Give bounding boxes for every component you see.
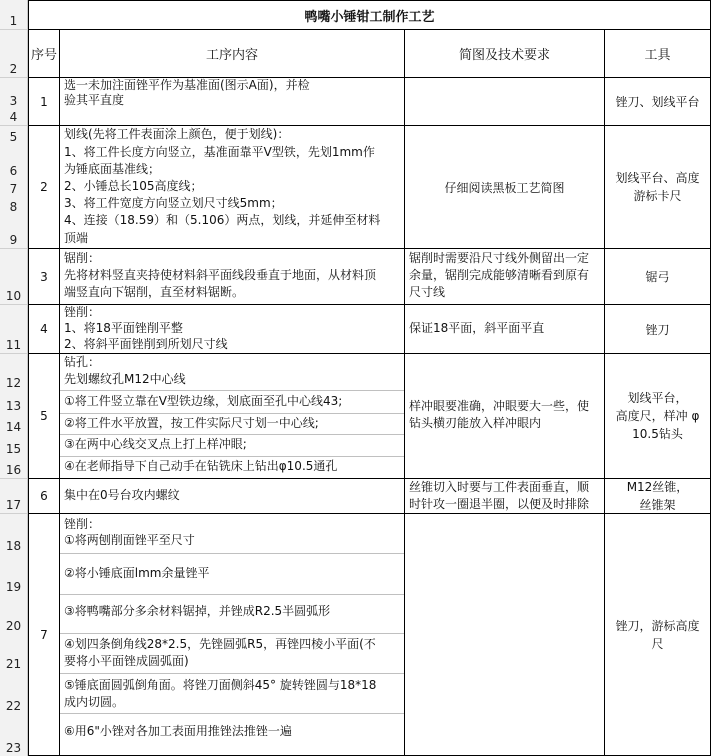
row-number: 9: [9, 233, 18, 247]
row-number: 3: [9, 94, 18, 108]
row-header-6[interactable]: [0, 145, 28, 179]
row-number: 6: [9, 164, 18, 178]
content-line: ③在两中心线交叉点上打上样冲眼;: [64, 437, 247, 451]
step-3-content[interactable]: [59, 248, 405, 305]
req-line: 保证18平面，斜平面平直: [409, 321, 545, 335]
header-seq[interactable]: [28, 29, 60, 78]
req-line: 余量，锯削完成能够清晰看到原有: [409, 268, 590, 282]
row-number: 5: [9, 130, 18, 144]
row-number: 12: [5, 376, 22, 390]
step-4-req[interactable]: [404, 304, 605, 354]
row-header-4[interactable]: [0, 109, 28, 126]
content-line: ⑥用6"小锉对各加工表面用推锉法推锉一遍: [64, 724, 292, 738]
tool-text: 划线平台，: [627, 391, 688, 405]
step-1-seq[interactable]: [28, 77, 60, 126]
row-number: 16: [5, 463, 22, 477]
step-7-req[interactable]: [404, 513, 605, 756]
seq-number: 7: [40, 627, 48, 642]
req-text: 仔细阅读黑板工艺简图: [444, 180, 565, 195]
content-line: 3、将工件宽度方向竖立划尺寸线5mm；: [64, 196, 283, 210]
step-6-req[interactable]: [404, 478, 605, 514]
row-header-2[interactable]: [0, 30, 28, 78]
sub-divider: [60, 434, 404, 435]
step-2-req[interactable]: [404, 125, 605, 249]
row-number: 21: [5, 657, 22, 671]
tool-text: 锯弓: [645, 270, 670, 284]
row-header-20[interactable]: [0, 595, 28, 634]
step-3-seq[interactable]: [28, 248, 60, 305]
seq-number: 3: [40, 269, 48, 284]
header-seq-label: 序号: [30, 48, 57, 63]
row-header-15[interactable]: [0, 435, 28, 457]
req-line: 尺寸线: [409, 285, 446, 299]
row-number: 7: [9, 182, 18, 196]
content-line: 锉削：: [64, 517, 101, 531]
sub-divider: [60, 633, 404, 634]
row-number: 2: [9, 62, 18, 76]
content-line: 顶端: [64, 231, 89, 245]
content-line: 验其平直度: [64, 93, 125, 107]
content-line: 2、小锤总长105高度线；: [64, 179, 203, 193]
row-header-18[interactable]: [0, 514, 28, 554]
title-cell[interactable]: [28, 0, 711, 30]
step-6-tools[interactable]: [604, 478, 711, 514]
tool-text: 锉刀、划线平台: [615, 95, 700, 109]
req-line: 锯削时需要沿尺寸线外侧留出一定: [409, 251, 590, 265]
row-header-10[interactable]: [0, 249, 28, 305]
content-line: 钻孔：: [64, 355, 101, 369]
content-line: 集中在0号台攻内螺纹: [64, 488, 180, 502]
step-2-seq[interactable]: [28, 125, 60, 249]
step-3-tools[interactable]: [604, 248, 711, 305]
row-header-13[interactable]: [0, 391, 28, 414]
tool-text: 10.5钻头: [632, 427, 683, 441]
step-2-tools[interactable]: [604, 125, 711, 249]
step-4-tools[interactable]: [604, 304, 711, 354]
row-header-5[interactable]: [0, 126, 28, 145]
seq-number: 1: [40, 94, 48, 109]
row-header-3[interactable]: [0, 78, 28, 109]
row-header-9[interactable]: [0, 215, 28, 249]
row-number: 19: [5, 580, 22, 594]
header-content[interactable]: [59, 29, 405, 78]
step-3-req[interactable]: [404, 248, 605, 305]
row-header-21[interactable]: [0, 634, 28, 672]
content-line: ②将小锤底面lmm余量锉平: [64, 566, 210, 580]
step-1-tools[interactable]: [604, 77, 711, 126]
header-tools[interactable]: [604, 29, 711, 78]
sub-divider: [60, 673, 404, 674]
row-number: 20: [5, 619, 22, 633]
seq-number: 6: [40, 489, 48, 503]
tool-text: 丝锥架: [639, 498, 676, 512]
tool-text: 锉刀: [645, 322, 670, 337]
content-line: 4、连接（18.59）和（5.106）两点，划线，并延伸至材料: [64, 213, 381, 227]
tool-text: 划线平台、高度: [615, 171, 700, 185]
step-5-req[interactable]: [404, 353, 605, 479]
content-line: 成内切圆。: [64, 695, 125, 709]
row-header-8[interactable]: [0, 197, 28, 215]
seq-number: 5: [40, 409, 48, 423]
tool-text: 高度尺，样冲 φ: [615, 409, 700, 423]
content-line: 划线(先将工件表面涂上颜色，便于划线)：: [64, 127, 290, 141]
row-number: 22: [5, 699, 22, 713]
row-number: 23: [5, 741, 22, 755]
content-line: 2、将斜平面锉削到所划尺寸线: [64, 337, 228, 351]
row-number: 11: [5, 338, 22, 352]
sub-divider: [60, 390, 404, 391]
step-7-seq[interactable]: [28, 513, 60, 756]
header-req-label: 简图及技术要求: [458, 48, 550, 63]
step-5-content[interactable]: [59, 353, 405, 479]
step-5-seq[interactable]: [28, 353, 60, 479]
row-number: 1: [9, 14, 18, 28]
header-req[interactable]: [404, 29, 605, 78]
row-header-14[interactable]: [0, 414, 28, 435]
step-4-seq[interactable]: [28, 304, 60, 354]
sub-divider: [60, 713, 404, 714]
row-number: 18: [5, 539, 22, 553]
content-line: 1、将工件长度方向竖立，基准面靠平V型铁，先划1mm作: [64, 145, 375, 159]
row-header-12[interactable]: [0, 354, 28, 391]
content-line: 锯削：: [64, 251, 101, 265]
content-line: ②将工件水平放置，按工件实际尺寸划一中心线;: [64, 416, 319, 430]
sub-divider: [60, 456, 404, 457]
sheet-title: 鸭嘴小锤钳工制作工艺: [304, 9, 435, 25]
header-tools-label: 工具: [644, 48, 671, 63]
content-line: 端竖直向下锯削，直至材料锯断。: [64, 285, 245, 299]
header-content-label: 工序内容: [205, 48, 258, 63]
row-header-1[interactable]: [0, 0, 28, 30]
req-line: 丝锥切入时要与工件表面垂直，顺: [409, 480, 590, 494]
step-4-content[interactable]: [59, 304, 405, 354]
row-number: 15: [5, 442, 22, 456]
content-line: ④划四条倒角线28*2.5，先锉圆弧R5，再锉四棱小平面(不: [64, 637, 376, 651]
req-line: 样冲眼要准确，冲眼要大一些，使: [409, 399, 590, 413]
row-number: 14: [5, 420, 22, 434]
step-1-content[interactable]: [59, 77, 405, 126]
row-header-22[interactable]: [0, 672, 28, 714]
row-header-7[interactable]: [0, 179, 28, 197]
step-5-tools[interactable]: [604, 353, 711, 479]
row-header-11[interactable]: [0, 305, 28, 354]
sub-divider: [60, 594, 404, 595]
content-line: ①将两刨削面锉平至尺寸: [64, 533, 195, 547]
step-7-content[interactable]: [59, 513, 405, 756]
tool-text: 尺: [651, 636, 664, 651]
row-number: 17: [5, 498, 22, 512]
sub-divider: [60, 553, 404, 554]
content-line: 要将小平面锉成圆弧面): [64, 654, 189, 668]
seq-number: 4: [40, 322, 48, 336]
tool-text: M12丝锥，: [626, 480, 689, 494]
row-header-23[interactable]: [0, 714, 28, 756]
content-line: 锉削：: [64, 305, 101, 319]
content-line: 为锤底面基准线；: [64, 162, 161, 176]
content-line: 1、将18平面锉削平整: [64, 321, 183, 335]
content-line: ⑤锤底面圆弧倒角面。将锉刀面侧斜45° 旋转锉圆与18*18: [64, 678, 377, 692]
req-line: 时针攻一圈退半圈，以便及时排除: [409, 497, 590, 511]
step-2-content[interactable]: [59, 125, 405, 249]
content-line: ③将鸭嘴部分多余材料锯掉，并锉成R2.5半圆弧形: [64, 604, 331, 618]
content-line: 先将材料竖直夹持使材料斜平面线段垂直于地面，从材料顶: [64, 268, 377, 282]
row-number: 4: [9, 110, 18, 124]
row-header-17[interactable]: [0, 479, 28, 514]
content-line: ④在老师指导下自己动手在钻铣床上钻出φ10.5通孔: [64, 459, 338, 473]
row-header-16[interactable]: [0, 457, 28, 479]
row-number: 10: [5, 289, 22, 303]
content-line: 选一未加注面锉平作为基准面(图示A面)，并检: [64, 78, 310, 92]
req-line: 钻头横刃能放入样冲眼内: [409, 416, 542, 430]
row-header-19[interactable]: [0, 554, 28, 595]
row-number: 8: [9, 200, 18, 214]
tool-text: 游标卡尺: [633, 189, 682, 203]
sub-divider: [60, 413, 404, 414]
tool-text: 锉刀，游标高度: [615, 618, 700, 633]
content-line: ①将工件竖立靠在V型铁边缘，划底面至孔中心线43;: [64, 394, 343, 408]
row-number: 13: [5, 399, 22, 413]
step-6-seq[interactable]: [28, 478, 60, 514]
content-line: 先划螺纹孔M12中心线: [64, 372, 186, 386]
step-1-req[interactable]: [404, 77, 605, 126]
step-6-content[interactable]: [59, 478, 405, 514]
seq-number: 2: [40, 180, 48, 194]
step-7-tools[interactable]: [604, 513, 711, 756]
